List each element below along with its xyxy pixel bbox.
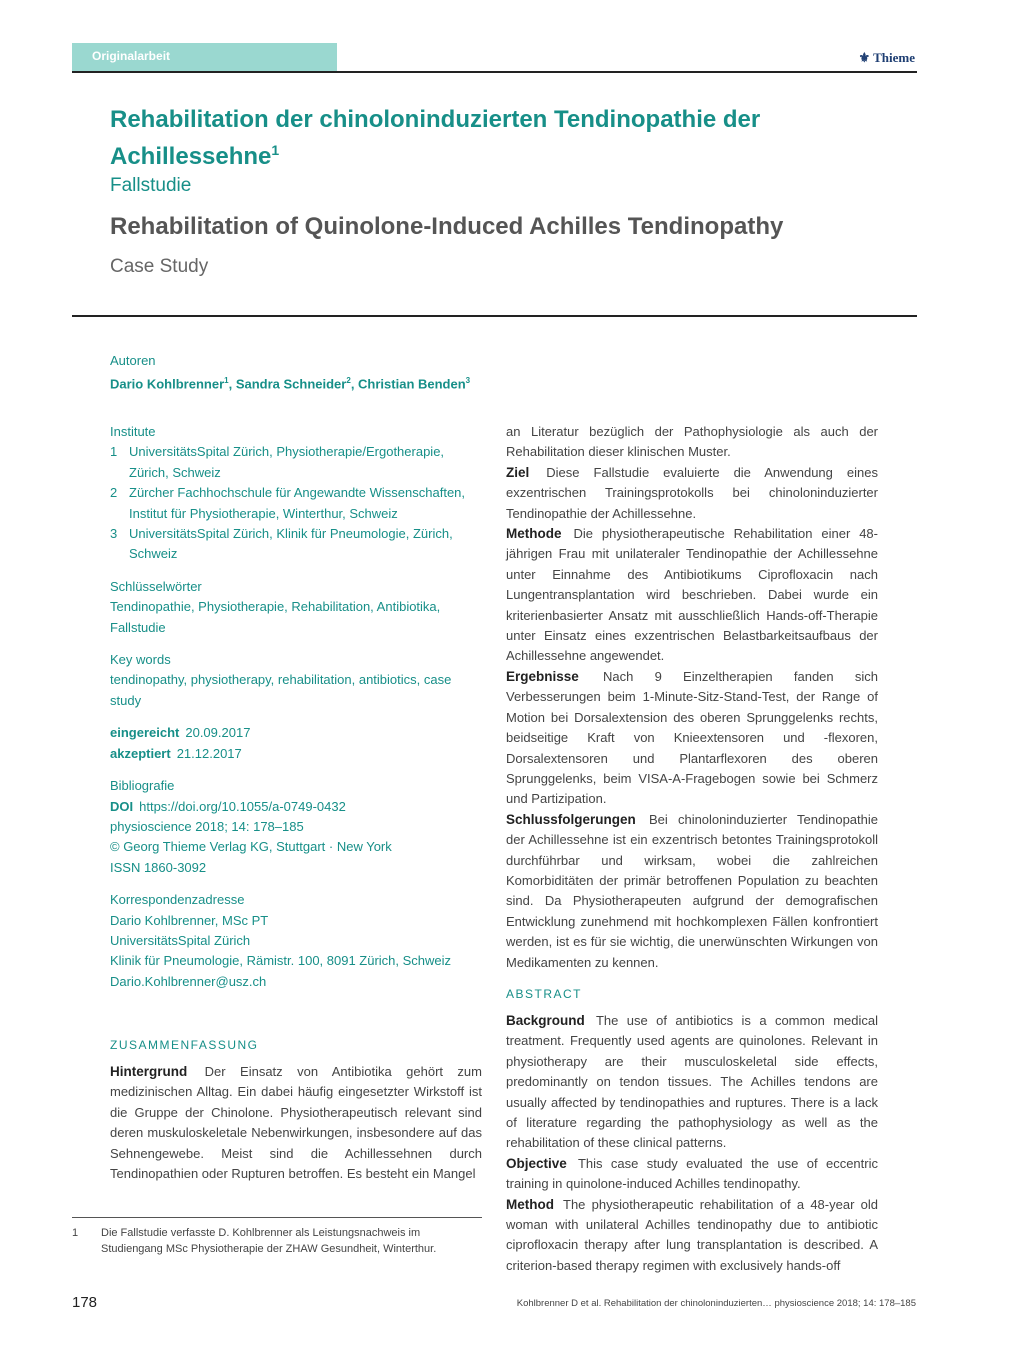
objective-text: This case study evaluated the use of eccentric training in quinolone-induced Achilles tendinopathy. <box>506 1155 878 1192</box>
article-type-tag: Originalarbeit <box>72 43 337 71</box>
title-footnote-mark: 1 <box>271 142 280 158</box>
method-text: The physiotherapeutic rehabilitation of a 48-year old woman with unilateral Achilles tendinopathy due to antibiotic ciprofloxacin therapy after lung transplantation is described. A criterion-based therapy regimen with exclusively hands-off <box>506 1196 878 1273</box>
correspondence-section <box>110 890 485 992</box>
methode-text: Die physiotherapeutische Rehabilitation einer 48-jährigen Frau mit unilateraler Tendinopathie der Achillessehne unter Einnahme des Antibiotikums Ciprofloxacin nach Lungentransplantation wird beschrieben. Dabei wurde ein kriterienbasierter Ansatz mit ausschließlich Hands-off-Therapie unter Einsatz eines exzentrischen Belastbarkeitsaufbaus der Achillessehne angewendet. <box>506 526 878 664</box>
footnote-rule <box>72 1217 482 1218</box>
schlussfolgerungen-text: Bei chinoloninduzierter Tendinopathie der Achillessehne ist ein exzentrisch betontes Trainingsprotokoll durchführbar und wirksam, wobei die zahlreichen Komorbiditäten der primär betroffenen Population zu beachten sind. Da Physiotherapeuten aufgrund der demografischen Entwicklung zunehmend mit hochkomplexen Fällen konfrontiert werden, ist es für sie wichtig, die unerwünschten Wirkungen von Medikamenten zu kennen. <box>506 811 878 970</box>
authors-label: Autoren <box>110 353 156 368</box>
institute-item <box>110 524 485 565</box>
accepted-date: 21.12.2017 <box>176 745 242 761</box>
schlussfolgerungen-paragraph <box>506 810 878 973</box>
publisher-logo <box>858 50 915 66</box>
institutes-label: Institute <box>110 424 156 439</box>
page-number: 178 <box>72 1294 98 1311</box>
author-list: Dario Kohlbrenner$^1$, Sandra Schneider$^2$, Christian Benden$^3$ <box>110 376 471 392</box>
institute-number: 3 <box>110 526 118 542</box>
footnote-number: 1 <box>72 1227 79 1239</box>
keywords-de-label: Schlüsselwörter <box>110 578 202 594</box>
hintergrund-paragraph <box>110 1062 482 1184</box>
author-name: Sandra Schneider <box>235 376 347 392</box>
subtitle-german: Fallstudie <box>110 175 192 196</box>
metadata-column <box>110 422 485 1004</box>
methode-label: Methode <box>506 526 562 542</box>
bibliography-section <box>110 776 485 878</box>
background-label: Background <box>506 1012 585 1028</box>
zusammenfassung-heading: ZUSAMMENFASSUNG <box>110 1038 259 1052</box>
issn-line: ISSN 1860-3092 <box>110 859 207 875</box>
institute-item <box>110 483 485 524</box>
institute-text: UniversitätsSpital Zürich, Physiotherapie/Ergotherapie, Zürich, Schweiz <box>129 444 445 480</box>
ergebnisse-paragraph <box>506 667 878 810</box>
submitted-label: eingereicht <box>110 725 180 741</box>
thieme-crest-icon: ⚜ <box>858 50 871 65</box>
doi-label: DOI <box>110 798 134 814</box>
title-rule <box>72 315 917 317</box>
institute-text: UniversitätsSpital Zürich, Klinik für Pneumologie, Zürich, Schweiz <box>129 526 453 562</box>
ziel-paragraph <box>506 463 878 524</box>
method-paragraph <box>506 1195 878 1277</box>
institute-number: 2 <box>110 485 118 501</box>
method-label: Method <box>506 1196 554 1212</box>
keywords-en-label: Key words <box>110 652 171 668</box>
authors-block <box>110 351 510 394</box>
hintergrund-label: Hintergrund <box>110 1064 188 1079</box>
correspondence-line: UniversitätsSpital Zürich <box>110 932 251 948</box>
methode-paragraph <box>506 524 878 667</box>
running-footer: Kohlbrenner D et al. Rehabilitation der chinoloninduzierten… physioscience 2018; 14: 178–185 <box>516 1298 916 1309</box>
keywords-de-text: Tendinopathie, Physiotherapie, Rehabilitation, Antibiotika, Fallstudie <box>110 599 441 635</box>
correspondence-line: Dario Kohlbrenner, MSc PT <box>110 912 269 928</box>
footnote-text: Die Fallstudie verfasste D. Kohlbrenner als Leistungsnachweis im Studiengang MSc Physiotherapie der ZHAW Gesundheit, Winterthur. <box>101 1227 437 1255</box>
subtitle-english: Case Study <box>110 256 209 277</box>
keywords-de-section <box>110 577 485 638</box>
hintergrund-continued: an Literatur bezüglich der Pathophysiologie als auch der Rehabilitation dieser klinischen Muster. <box>506 424 878 460</box>
institutes-section <box>110 422 485 565</box>
author-affiliation-mark: 3 <box>465 376 471 385</box>
background-paragraph <box>506 1011 878 1154</box>
correspondence-line: Klinik für Pneumologie, Rämistr. 100, 8091 Zürich, Schweiz <box>110 953 452 969</box>
objective-label: Objective <box>506 1155 567 1171</box>
ergebnisse-text: Nach 9 Einzeltherapien fanden sich Verbesserungen beim 1-Minute-Sitz-Stand-Test, der Range of Motion bei Dorsalextension des oberen Sprunggelenks rechts, beidseitige Kraft von Knieextensoren und -flexoren, Dorsalextensoren und Plantarflexoren des oberen Sprunggelenks, beim VISA-A-Fragebogen sowie bei Schmerz und Partizipation. <box>506 668 878 807</box>
publisher-name: Thieme <box>873 50 915 65</box>
correspondence-label: Korrespondenzadresse <box>110 892 245 908</box>
right-column <box>506 422 878 1276</box>
submitted-date: 20.09.2017 <box>185 725 251 741</box>
institute-text: Zürcher Fachhochschule für Angewandte Wissenschaften, Institut für Physiotherapie, Winterthur, Schweiz <box>129 485 466 521</box>
copyright-line: © Georg Thieme Verlag KG, Stuttgart · New York <box>110 839 392 855</box>
bibliography-label: Bibliografie <box>110 778 175 794</box>
author-affiliation-mark: 1 <box>224 376 229 385</box>
title-german-text: Rehabilitation der chinoloninduzierten Tendinopathie der Achillessehne <box>110 106 761 170</box>
accepted-label: akzeptiert <box>110 745 171 761</box>
objective-paragraph <box>506 1154 878 1195</box>
zusammenfassung-section <box>110 1028 482 1184</box>
footnote <box>72 1225 482 1257</box>
ziel-text: Diese Fallstudie evaluierte die Anwendung eines exzentrischen Trainingsprotokolls bei chinoloninduzierter Tendinopathie der Achillessehne. <box>506 464 878 521</box>
title-english: Rehabilitation of Quinolone-Induced Achilles Tendinopathy <box>110 213 784 240</box>
author-affiliation-mark: 2 <box>346 376 351 385</box>
ziel-label: Ziel <box>506 464 530 480</box>
ergebnisse-label: Ergebnisse <box>506 668 579 684</box>
hintergrund-text: Der Einsatz von Antibiotika gehört zum medizinischen Alltag. Ein dabei häufig eingesetzter Wirkstoff ist die Gruppe der Chinolone. Physiotherapeutisch relevant sind deren muskuloskeletale Nebenwirkungen, insbesondere auf das Sehnengewebe. Meist sind die Achillessehnen durch Tendinopathien oder Rupturen betroffen. Es besteht ein Mangel <box>110 1064 482 1182</box>
background-text: The use of antibiotics is a common medical treatment. Frequently used agents are quinolones. Relevant in physiotherapy are their musculoskeletal side effects, predominantly on tendon tissues. The Achilles tendons are usually affected by tendinopathies and ruptures. There is a lack of literature regarding the pathophysiology as well as the rehabilitation of these clinical patterns. <box>506 1012 878 1151</box>
abstract-heading: ABSTRACT <box>506 986 583 1001</box>
doi-link[interactable]: https://doi.org/10.1055/a-0749-0432 <box>139 798 346 814</box>
correspondence-email[interactable]: Dario.Kohlbrenner@usz.ch <box>110 973 267 989</box>
institute-number: 1 <box>110 444 118 460</box>
dates-section <box>110 723 485 764</box>
keywords-en-text: tendinopathy, physiotherapy, rehabilitation, antibiotics, case study <box>110 672 452 708</box>
institute-item <box>110 442 485 483</box>
author-name: Dario Kohlbrenner <box>110 376 225 392</box>
schlussfolgerungen-label: Schlussfolgerungen <box>506 811 636 827</box>
keywords-en-section <box>110 650 485 711</box>
title-german <box>110 105 830 172</box>
journal-citation: physioscience 2018; 14: 178–185 <box>110 818 304 834</box>
header-rule <box>72 71 917 73</box>
author-name: Christian Benden <box>358 376 466 392</box>
